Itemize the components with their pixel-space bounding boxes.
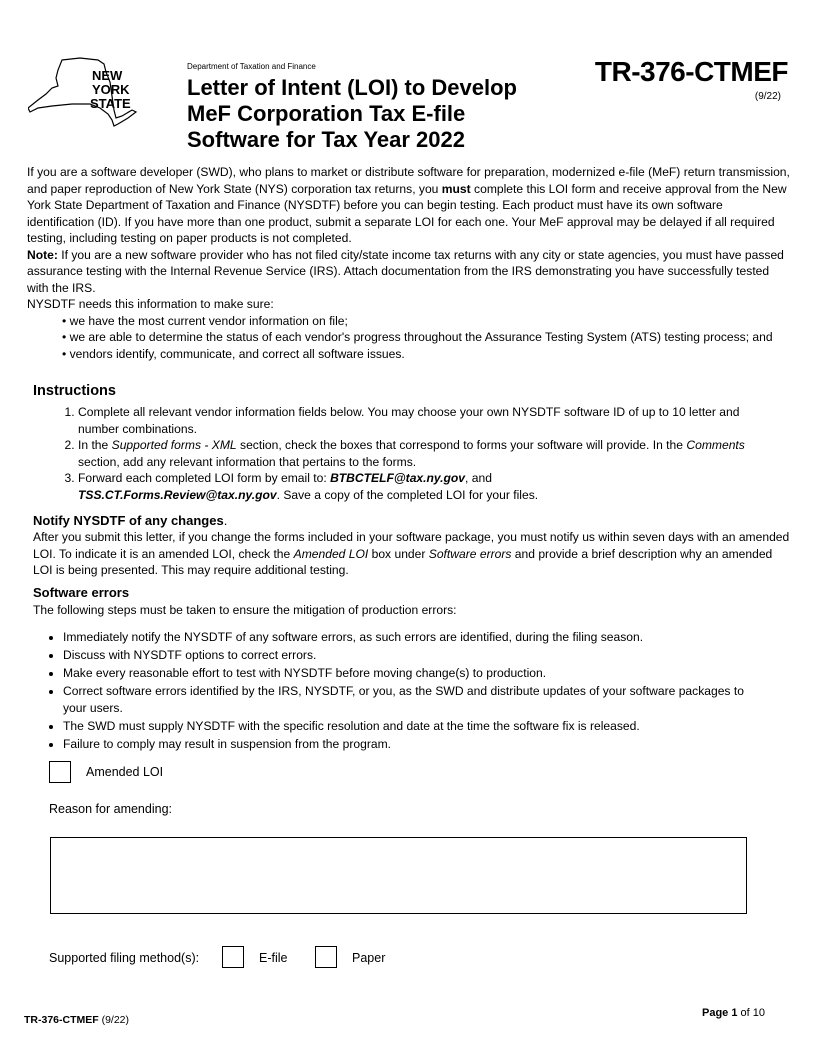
instructions-list [58,404,768,503]
software-errors-heading: Software errors [33,585,130,600]
page-number: Page 1 of 10 [701,1007,765,1019]
instruction-item: 1. Complete all relevant vendor information fields below. You may choose your own NYSDTF software ID of up to 10 letter and number combinations. [78,404,768,437]
intro-paragraph: If you are a software developer (SWD), who plans to market or distribute software for preparation, modernized e-file (MeF) return transmission, and paper reproduction of New York State (NYS) corporation tax returns, you must complete this LOI form and receive approval from the New York State Department of Taxation and Finance (NYSDTF) before you can begin testing. Each product must have its own software identification (ID). If you have more than one product, submit a separate LOI for each one. Your MeF approval may be delayed if all required testing, including testing on paper products is not completed. [27,165,790,245]
software-errors-item: • Discuss with NYSDTF options to correct errors. [63,647,765,664]
reason-textarea[interactable] [50,837,747,914]
instruction-item: 2. In the Supported forms - XML section, check the boxes that correspond to forms your software will provide. In the Comments section, add any relevant information that pertains to the forms. [78,437,768,470]
needs-item: • we have the most current vendor information on file; [62,313,348,328]
form-title [187,75,567,153]
paper-checkbox[interactable] [315,946,337,968]
form-title-line: Letter of Intent (LOI) to Develop [187,75,517,100]
intro-section [27,164,792,362]
department-name: Department of Taxation and Finance [187,62,316,71]
paper-label: Paper [352,951,386,965]
software-errors-item: • Make every reasonable effort to test with NYSDTF before moving change(s) to production. [63,665,765,682]
footer-form-id: TR-376-CTMEF (9/22) [24,1014,130,1026]
logo-text-state: STATE [90,96,131,111]
software-errors-intro: The following steps must be taken to ensure the mitigation of production errors: [33,603,457,617]
software-errors-item: • Failure to comply may result in suspension from the program. [63,736,765,753]
form-revision: (9/22) [754,91,781,102]
software-errors-item: • Correct software errors identified by the IRS, NYSDTF, or you, as the SWD and distribute updates of your software packages to your users. [63,683,765,716]
email-link[interactable]: BTBCTELF@tax.ny.gov [330,471,466,485]
filing-method-label: Supported filing method(s): [49,951,200,965]
instructions-heading: Instructions [33,383,116,399]
amended-loi-label: Amended LOI [86,765,164,779]
software-errors-item: • Immediately notify the NYSDTF of any software errors, as such errors are identified, during the filing season. [63,629,765,646]
logo-text-new: NEW [92,68,123,83]
needs-lead: NYSDTF needs this information to make sure: [27,297,274,311]
needs-item: • vendors identify, communicate, and correct all software issues. [62,346,405,361]
form-number: TR-376-CTMEF [594,56,788,87]
efile-label: E-file [259,951,288,965]
email-link[interactable]: TSS.CT.Forms.Review@tax.ny.gov [78,487,277,502]
logo-text-york: YORK [92,82,130,97]
software-errors-item: • The SWD must supply NYSDTF with the specific resolution and date at the time the software fix is released. [63,718,765,735]
needs-list [27,313,792,363]
instruction-item: 3. Forward each completed LOI form by email to: BTBCTELF@tax.ny.gov, and TSS.CT.Forms.Review@tax.ny.gov. Save a copy of the completed LOI for your files. [78,470,768,503]
note-paragraph: Note: If you are a new software provider who has not filed city/state income tax returns with any city or state agencies, you must have passed assurance testing with the Internal Revenue Service (IRS). Attach documentation from the IRS demonstrating you have successfully tested with the IRS. [27,247,784,295]
notify-heading: Notify NYSDTF of any changes. [33,513,228,528]
amended-loi-checkbox[interactable] [49,761,71,783]
efile-checkbox[interactable] [222,946,244,968]
new-york-state-logo [28,56,150,130]
software-errors-list [45,629,765,754]
form-title-line: MeF Corporation Tax E-file [187,101,466,126]
form-title-line: Software for Tax Year 2022 [187,127,465,152]
reason-label: Reason for amending: [49,802,172,816]
needs-item: • we are able to determine the status of each vendor's progress throughout the Assurance Testing System (ATS) testing process; and [62,330,773,344]
notify-text: After you submit this letter, if you change the forms included in your software package, you must notify us within seven days with an amended LOI. To indicate it is an amended LOI, check the Amended LOI box under Software errors and provide a brief description why an amended LOI is being presented. This may require additional testing. [33,530,790,577]
